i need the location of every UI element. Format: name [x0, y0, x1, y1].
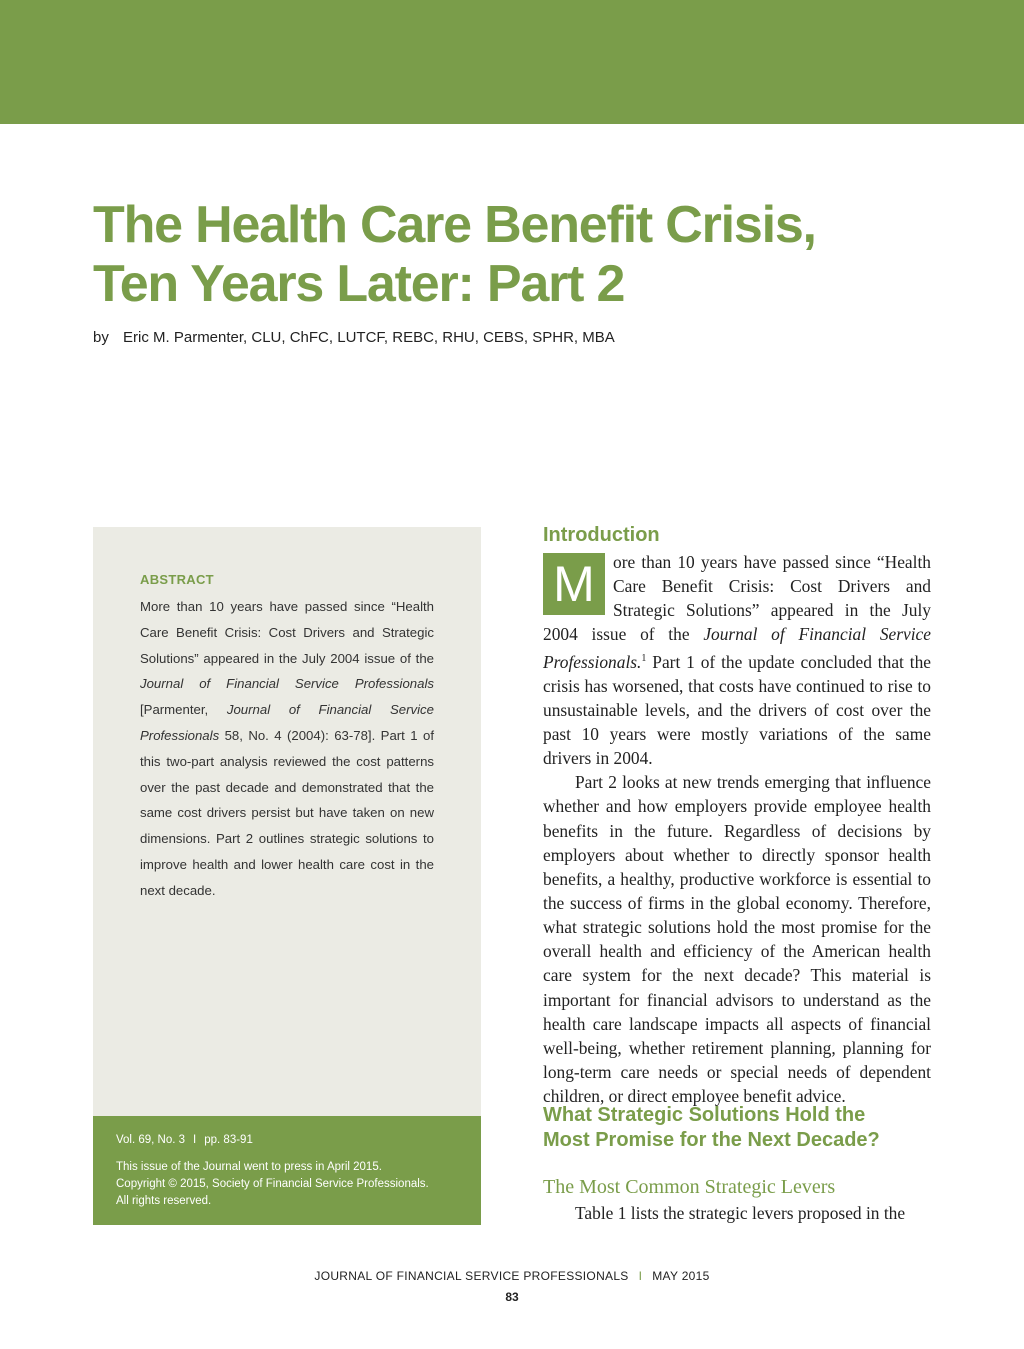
intro-p1-text-b: Part 1 of the update concluded that the crisis has worsened, that costs have continued to rise to unsustainable levels, and the drivers of cost over the past 10 years were mostly variations of the same drivers in 2004.	[543, 651, 931, 769]
copyright-notes	[116, 1159, 476, 1210]
rights-line: All rights reserved.	[116, 1195, 212, 1207]
intro-journal-ref: Journal of Financial Service Professionals.	[543, 624, 931, 672]
abstract-text-part-3: 58, No. 4 (2004): 63-78]. Part 1 of this two-part analysis reviewed the cost patterns over the past decade and demonstrated that the same cost drivers persist but have taken on new dimensions. Part 2 outlines strategic solutions to improve health and lower health care cost in the next decade.	[140, 727, 434, 898]
abstract-label: ABSTRACT	[140, 572, 214, 587]
abstract-text-part-1: More than 10 years have passed since “Health Care Benefit Crisis: Cost Drivers and Strategic Solutions” appeared in the July 2004 issue of the	[140, 599, 434, 666]
levers-paragraph: Table 1 lists the strategic levers proposed in the	[575, 1203, 906, 1223]
page-number: 83	[505, 1290, 519, 1304]
strategic-levers-subheading: The Most Common Strategic Levers	[543, 1176, 836, 1198]
abstract-journal-ref-1: Journal of Financial Service Professionals	[140, 676, 434, 692]
publication-meta-box	[93, 1116, 481, 1225]
introduction-heading: Introduction	[543, 524, 660, 546]
title-line-2: Ten Years Later: Part 2	[93, 255, 625, 313]
title-line-1: The Health Care Benefit Crisis,	[93, 196, 816, 254]
footer-date: MAY 2015	[652, 1269, 710, 1283]
drop-cap: M	[543, 553, 605, 615]
volume-info	[116, 1134, 253, 1146]
press-note: This issue of the Journal went to press in April 2015.	[116, 1161, 382, 1173]
strategic-heading-line-2: Most Promise for the Next Decade?	[543, 1129, 880, 1151]
intro-paragraph-2: Part 2 looks at new trends emerging that influence whether and how employers provide employee health benefits in the future. Regardless of decisions by employers about whether to directly sponsor health benefits, a healthy, productive workforce is essential to the success of firms in the global economy. Therefore, what strategic solutions hold the most promise for the overall health and efficiency of the American health care system for the next decade? This material is important for financial advisors to understand as the health care landscape impacts all aspects of financial well-being, whether retirement planning, planning for long-term care needs or special needs of dependent children, or direct employee benefit advice.	[543, 772, 931, 1107]
footnote-marker: 1	[641, 652, 647, 664]
strategic-solutions-heading	[543, 1103, 943, 1153]
intro-p1-text-a: ore than 10 years have passed since “Health Care Benefit Crisis: Cost Drivers and Strategic Solutions” appeared in the July 2004 issue of the	[543, 552, 931, 645]
copyright-line: Copyright © 2015, Society of Financial Service Professionals.	[116, 1178, 429, 1190]
abstract-text	[140, 594, 434, 904]
author-name: Eric M. Parmenter, CLU, ChFC, LUTCF, REBC, RHU, CEBS, SPHR, MBA	[123, 329, 615, 346]
article-title	[93, 196, 953, 314]
abstract-box	[93, 527, 481, 1116]
header-band	[0, 0, 1024, 124]
abstract-text-part-2: [Parmenter,	[140, 702, 227, 718]
byline	[93, 329, 615, 346]
footer-journal-name: JOURNAL OF FINANCIAL SERVICE PROFESSIONALS	[314, 1269, 629, 1283]
page-footer	[0, 1269, 1024, 1283]
page-range: pp. 83-91	[204, 1134, 253, 1146]
volume-separator: I	[193, 1134, 197, 1146]
introduction-body	[543, 550, 931, 1108]
intro-paragraph-1	[543, 550, 931, 770]
abstract-journal-ref-2: Journal of Financial Service Professionals	[140, 702, 434, 743]
strategic-heading-line-1: What Strategic Solutions Hold the	[543, 1104, 866, 1126]
volume-number: Vol. 69, No. 3	[116, 1134, 186, 1146]
footer-separator: I	[638, 1269, 643, 1283]
byline-by: by	[93, 329, 109, 346]
